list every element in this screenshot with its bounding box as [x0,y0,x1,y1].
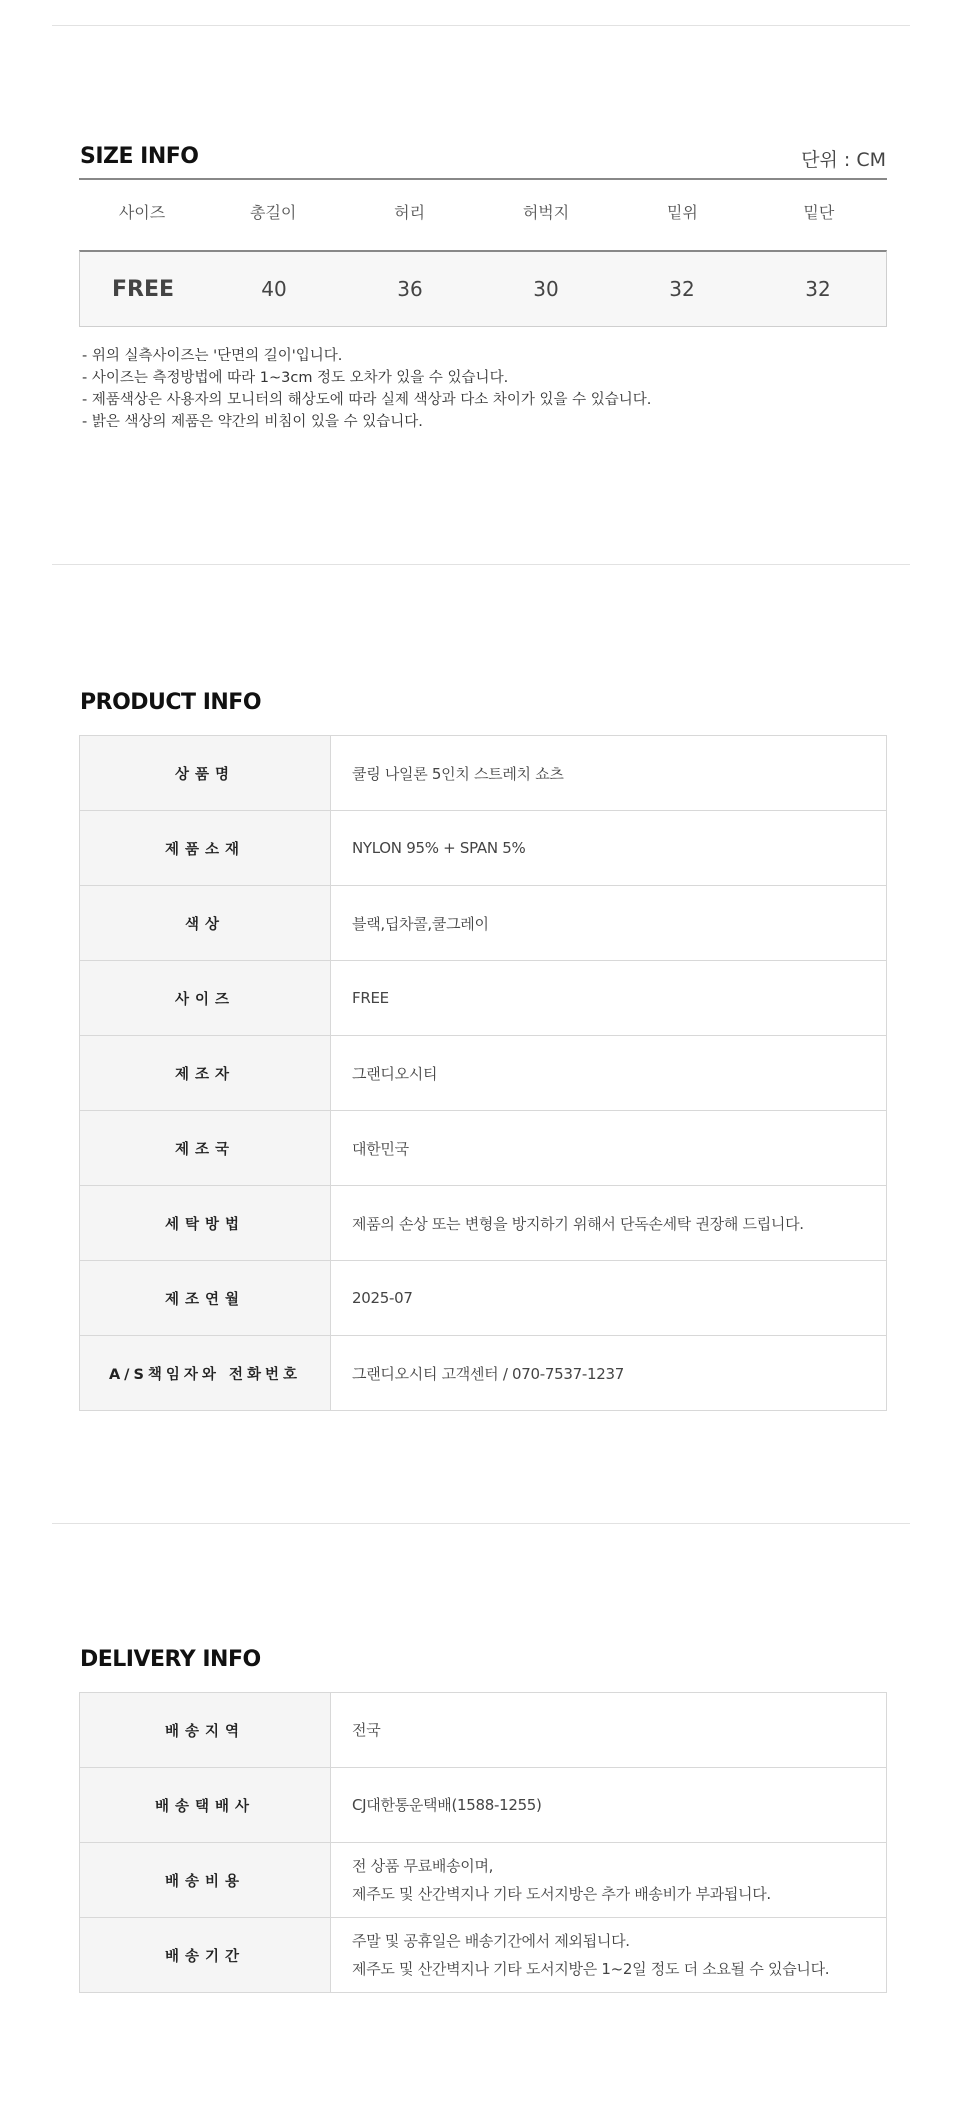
row-label: 제품소재 [80,811,331,886]
row-label: A/S책임자와 전화번호 [80,1336,331,1411]
row-label: 색상 [80,886,331,961]
row-value [331,1768,887,1843]
size-note: - 밝은 색상의 제품은 약간의 비침이 있을 수 있습니다. [82,414,423,430]
divider-top [52,25,910,26]
row-label: 사이즈 [80,961,331,1036]
row-label: 배송비용 [80,1843,331,1918]
row-value: 쿨링 나일론 5인치 스트레치 쇼츠 [331,736,887,811]
product-info-table [79,735,887,1411]
table-row [80,1111,887,1186]
row-label: 배송택배사 [80,1768,331,1843]
size-info-title: SIZE INFO [80,144,199,169]
value-line: 전 상품 무료배송이며, [352,1857,494,1875]
table-row [80,1186,887,1261]
row-value: 제품의 손상 또는 변형을 방지하기 위해서 단독손세탁 권장해 드립니다. [331,1186,887,1261]
size-header-cell: 허벅지 [522,203,570,222]
value-line: 제주도 및 산간벽지나 기타 도서지방은 1~2일 정도 더 소요될 수 있습니다. [352,1960,830,1978]
value-line: 제주도 및 산간벽지나 기타 도서지방은 추가 배송비가 부과됩니다. [352,1885,771,1903]
row-value: NYLON 95% + SPAN 5% [331,811,887,886]
divider-bottom [52,1523,910,1524]
size-header-cell: 사이즈 [118,203,166,222]
size-cell: 40 [261,277,287,301]
size-unit: 단위 : CM [801,149,886,171]
row-value [331,1843,887,1918]
size-table-header [79,200,887,223]
divider-middle [52,564,910,565]
table-row [80,961,887,1036]
size-note: - 위의 실측사이즈는 '단면의 길이'입니다. [82,348,343,364]
value-line: 주말 및 공휴일은 배송기간에서 제외됩니다. [352,1932,630,1950]
product-info-title: PRODUCT INFO [80,690,262,715]
row-value: 그랜디오시티 [331,1036,887,1111]
row-value: 그랜디오시티 고객센터 / 070-7537-1237 [331,1336,887,1411]
table-row [80,1036,887,1111]
size-cell: FREE [111,276,175,302]
size-header-line [79,178,887,180]
row-value: 대한민국 [331,1111,887,1186]
value-line: 전국 [352,1721,381,1739]
size-table-row [79,250,887,327]
row-label: 제조자 [80,1036,331,1111]
table-row [80,1693,887,1768]
size-cell: 36 [397,277,423,301]
row-value: FREE [331,961,887,1036]
size-cell: 32 [805,277,831,301]
row-label: 세탁방법 [80,1186,331,1261]
size-header-cell: 허리 [394,203,426,222]
table-row [80,736,887,811]
table-row [80,1261,887,1336]
table-row [80,1768,887,1843]
size-header-cell: 밑위 [666,203,698,222]
row-label: 제조국 [80,1111,331,1186]
row-value [331,1693,887,1768]
size-note: - 사이즈는 측정방법에 따라 1~3cm 정도 오차가 있을 수 있습니다. [82,370,509,386]
delivery-info-table [79,1692,887,1993]
size-cell: 30 [533,277,559,301]
size-notes [82,345,651,433]
table-row [80,1843,887,1918]
row-value: 2025-07 [331,1261,887,1336]
table-row [80,1918,887,1993]
row-value [331,1918,887,1993]
row-value: 블랙,딥차콜,쿨그레이 [331,886,887,961]
size-header-cell: 총길이 [250,203,297,222]
row-label: 제조연월 [80,1261,331,1336]
row-label: 상품명 [80,736,331,811]
table-row [80,811,887,886]
size-cell: 32 [669,277,695,301]
value-line: CJ대한통운택배(1588-1255) [352,1796,542,1814]
size-note: - 제품색상은 사용자의 모니터의 해상도에 따라 실제 색상과 다소 차이가 있을 수 있습니다. [82,392,652,408]
size-header-cell: 밑단 [803,203,835,222]
table-row [80,886,887,961]
delivery-info-title: DELIVERY INFO [80,1647,261,1672]
row-label: 배송지역 [80,1693,331,1768]
table-row [80,1336,887,1411]
row-label: 배송기간 [80,1918,331,1993]
